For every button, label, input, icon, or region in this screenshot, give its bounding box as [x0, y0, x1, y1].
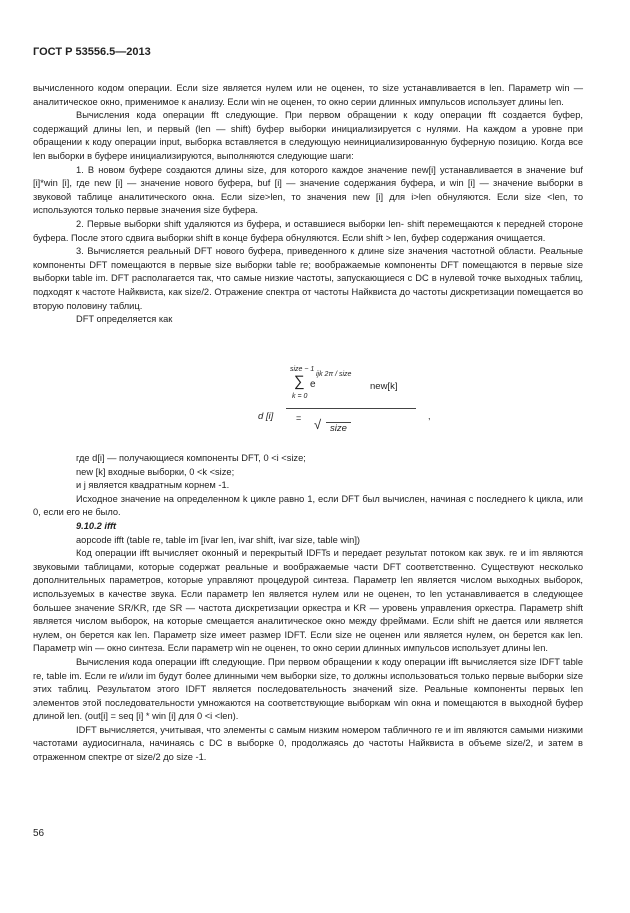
- paragraph: DFT определяется как: [76, 314, 173, 325]
- paragraph: 3. Вычисляется реальный DFT нового буфера, приведенного к длине size значения частотной области. Реальные компоненты DFT помещаются в первые size выборки table re; воображаемые компоненты DFT помещаются в первые size выборки table im. DFT располагается так, что самые низкие частоты, запускающиеся с DC в нулевой точке выходных таблиц, подходят к частоте Найквиста, как size/2. Отражение спектра от частоты Найквиста до частоты дискретизации помещается во вторую половину таблиц.: [33, 246, 583, 311]
- paragraph: Вычисления кода операции fft следующие. При первом обращении к коду операции fft создается буфер, содержащий длины len, и первый (len — shift) буфер выборки инициализируется с нулями. На каждом a уровне при обращении к коду операции input, выборка вставляется в следующую неинициализированную буферную позицию. Когда все len выборки в буфере инициализируются, выполняются следующие шаги:: [33, 110, 583, 161]
- paragraph: Вычисления кода операции ifft следующие. При первом обращении к коду операции ifft вычисляется size IDFT table re, table im. Если re и/или im будут более длинными чем выборки size, то должны использоваться только первые выборки size этих таблиц. Результатом этого IDFT является последовательность значений size. Реальные компоненты первых len элементов этой последовательности умножаются на соответствующие выборкам win окна и помещаются в выходной буфер длиной len. (out[i] = seq [i] * win [i] для 0 <i <len).: [33, 656, 583, 722]
- formula-lhs: d [i]: [258, 411, 274, 422]
- formula-sqrt-sign: √: [314, 417, 322, 432]
- paragraph: 9.10.2 ifft: [76, 520, 117, 531]
- formula-fraction-line: [286, 408, 416, 409]
- formula-equals: =: [296, 413, 302, 423]
- paragraph: 2. Первые выборки shift удаляются из буфера, и оставшиеся выборки len- shift перемещаются к передней стороне буфера. После этого сдвига выборки shift в конце буфера обнуляются. Если shift > len, буфер содержания очищается.: [33, 218, 583, 243]
- formula-exponent: ijk 2π / size: [316, 371, 352, 378]
- paragraph: где d[i] — получающиеся компоненты DFT, 0 <i <size;: [76, 453, 306, 463]
- formula-sum-sign: ∑: [294, 373, 305, 390]
- dft-formula: [250, 366, 550, 438]
- paragraph: и j является квадратным корнем -1.: [76, 480, 230, 491]
- paragraph: 1. В новом буфере создаются длины size, для которого каждое значение new[i] устанавливается в значение buf [i]*win [i], где new [i] — значение нового буфера, buf [i] — значение содержания буфера, и win [i] — значение выборки в звуковой таблице аналитического окна. Если size>len, то значения new [i] для i>len обнуляются. Если size <len, то используются только первые значения size буфера.: [33, 164, 583, 216]
- page-number: 56: [33, 828, 45, 839]
- paragraph: Исходное значение на определенном k цикле равно 1, если DFT был вычислен, начиная с последнего k цикла, или 0, если его не было.: [33, 493, 583, 518]
- formula-term: new[k]: [370, 381, 398, 392]
- paragraph: aopcode ifft (table re, table im [ivar len, ivar shift, ivar size, table win]): [76, 534, 361, 545]
- paragraph: вычисленного кодом операции. Если size является нулем или не оценен, то size устанавливается в len. Параметр win — аналитическое окно, применимое к анализу. Если win не оценен, то окно серии длинных импульсов использует длины len.: [33, 83, 583, 107]
- standard-header: ГОСТ Р 53556.5—2013: [33, 46, 151, 58]
- text-block-ifft: [33, 452, 583, 765]
- paragraph: new [k] входные выборки, 0 <k <size;: [76, 466, 235, 477]
- formula-comma: ,: [428, 411, 431, 421]
- text-block-fft: [33, 82, 583, 327]
- paragraph: IDFT вычисляется, учитывая, что элементы с самым низким номером табличного re и im являются самыми низкими частотами аудиосигнала, начинаясь с DC в выборке 0, продолжаясь до частоты Найквиста в объеме size/2, и затем в отраженном спектре от size/2 до size -1.: [33, 724, 583, 763]
- formula-exp: e: [310, 379, 316, 390]
- formula-lower-limit: k = 0: [292, 393, 308, 400]
- formula-denominator: size: [326, 422, 351, 434]
- formula-upper-limit: size − 1: [290, 366, 315, 373]
- paragraph: Код операции ifft вычисляет оконный и перекрытый IDFTs и передает результат потоком как звук. re и im являются звуковыми таблицами, которые содержат реальные и воображаемые части DFT соответственно. Существуют несколько дополнительных параметров, которые управляют процедурой синтеза. Параметр len является числом выходных выборок, используемых в качестве звука. Если параметр len является нулем или не оценен, то len устанавливается в следующее большее значение SR/KR, где SR — частота дискретизации оркестра и KR — уровень управления оркестра. Параметр shift является числом выборок, на которые смещается аналитическое окно между фреймами. Если shift не дается или является нулем, он берется как len. Параметр size имеет размер IDFT. Если size не оценен или является нулем, он берется как len. Параметр win — окно синтеза. Если параметр win не оценен, то окно серии длинных импульсов использует длины len.: [33, 548, 583, 654]
